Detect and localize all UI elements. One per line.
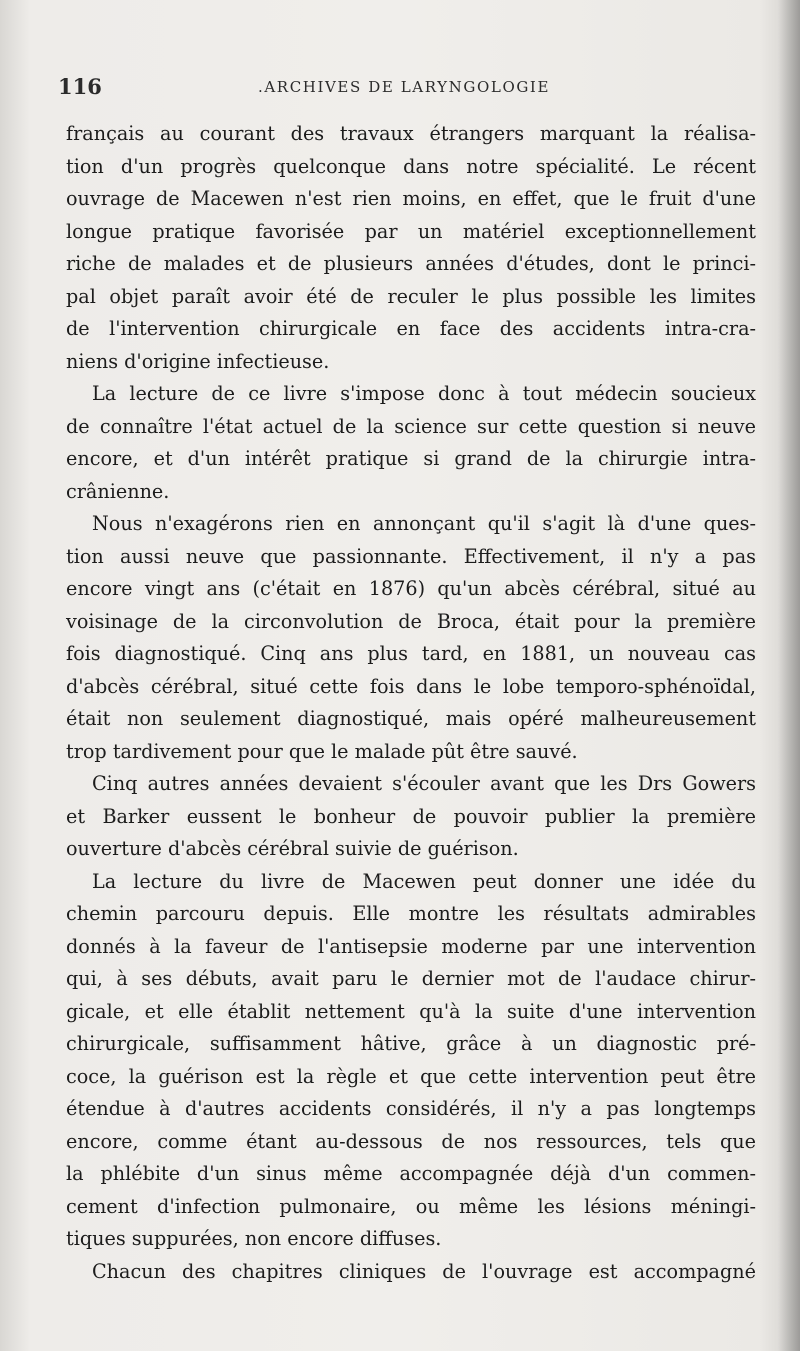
text-line: crânienne. [66,479,170,503]
text-line: niens d'origine infectieuse. [66,349,330,373]
text-line: et Barker eussent le bonheur de pouvoir publier la première [66,804,756,828]
text-line: encore, comme étant au-dessous de nos ressources, tels que [66,1129,756,1153]
running-title: .ARCHIVES DE LARYNGOLOGIE [258,78,550,96]
text-line: étendue à d'autres accidents considérés, il n'y a pas longtemps [66,1097,756,1120]
text-line: fois diagnostiqué. Cinq ans plus tard, en 1881, un nouveau cas [66,642,756,665]
text-line: encore, et d'un intérêt pratique si grand de la chirurgie intra- [66,447,756,470]
text-line: gicale, et elle établit nettement qu'à la suite d'une intervention [66,999,756,1023]
text-line: de l'intervention chirurgicale en face des accidents intra-cra- [66,317,756,340]
text-line: Nous n'exagérons rien en annonçant qu'il s'agit là d'une ques- [92,512,756,535]
text-line: de connaître l'état actuel de la science sur cette question si neuve [66,414,756,438]
page-number: 116 [58,74,102,99]
text-line: la phlébite d'un sinus même accompagnée déjà d'un commen- [66,1162,756,1185]
page-edge-shadow [778,0,800,1351]
text-line: coce, la guérison est la règle et que cette intervention peut être [66,1064,756,1088]
text-line: cement d'infection pulmonaire, ou même les lésions méningi- [66,1194,756,1218]
text-line: d'abcès cérébral, situé cette fois dans le lobe temporo-sphénoïdal, [66,674,756,698]
text-line: chemin parcouru depuis. Elle montre les résultats admirables [66,902,756,925]
text-line: La lecture de ce livre s'impose donc à tout médecin soucieux [92,382,756,405]
text-line: qui, à ses débuts, avait paru le dernier mot de l'audace chirur- [66,967,756,990]
text-line: donnés à la faveur de l'antisepsie moderne par une intervention [66,934,756,958]
text-line: chirurgicale, suffisamment hâtive, grâce à un diagnostic pré- [66,1032,756,1055]
text-line: était non seulement diagnostiqué, mais opéré malheureusement [66,707,756,730]
text-line: tiques suppurées, non encore diffuses. [66,1227,442,1250]
text-line: ouvrage de Macewen n'est rien moins, en effet, que le fruit d'une [66,187,756,210]
text-line: La lecture du livre de Macewen peut donner une idée du [92,869,756,893]
page-header [58,74,758,104]
text-line: tion d'un progrès quelconque dans notre spécialité. Le récent [66,154,756,178]
body-text [66,118,756,1288]
text-line: trop tardivement pour que le malade pût être sauvé. [66,739,578,763]
text-line: Chacun des chapitres cliniques de l'ouvrage est accompagné [92,1259,756,1283]
text-line: encore vingt ans (c'était en 1876) qu'un abcès cérébral, situé au [66,577,756,600]
text-line: riche de malades et de plusieurs années d'études, dont le princi- [66,252,756,275]
text-line: ouverture d'abcès cérébral suivie de guérison. [66,837,519,860]
text-line: tion aussi neuve que passionnante. Effectivement, il n'y a pas [66,544,756,568]
text-line: français au courant des travaux étrangers marquant la réalisa- [66,122,756,145]
text-line: voisinage de la circonvolution de Broca, était pour la première [66,609,756,633]
text-line: longue pratique favorisée par un matériel exceptionnellement [66,219,756,243]
text-line: Cinq autres années devaient s'écouler avant que les Drs Gowers [92,772,756,795]
text-line: pal objet paraît avoir été de reculer le plus possible les limites [66,284,756,308]
